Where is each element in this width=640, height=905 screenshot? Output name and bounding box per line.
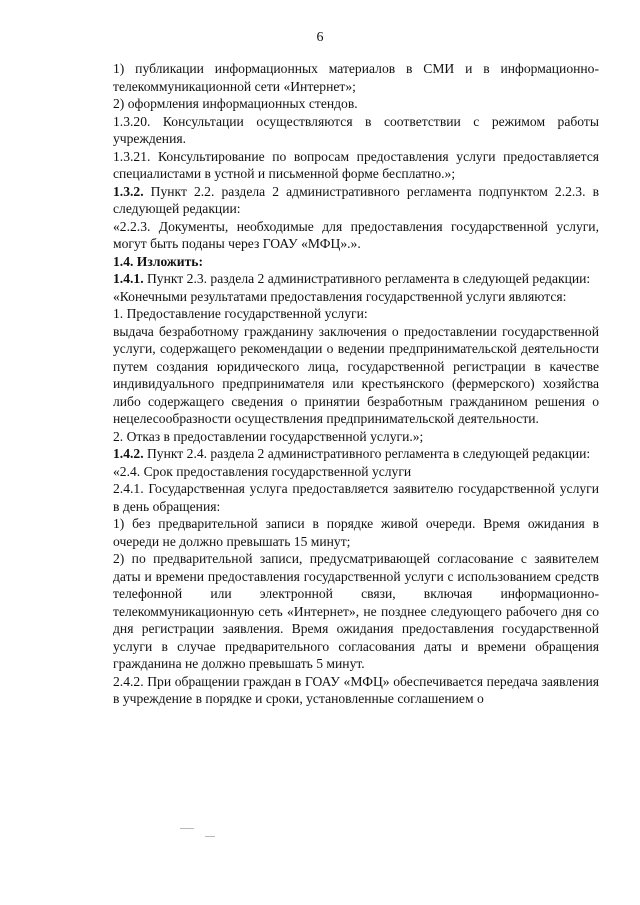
clause-text: Пункт 2.2. раздела 2 административного регламента подпунктом 2.2.3. в следующей редакции: [113, 183, 599, 216]
paragraph-1-4-heading [113, 253, 599, 271]
paragraph-2-2-3: «2.2.3. Документы, необходимые для предоставления государственной услуги, могут быть поданы через ГОАУ «МФЦ».». [113, 218, 599, 251]
clause-number: 1.3.2. [113, 183, 144, 199]
paragraph-result-1: 1. Предоставление государственной услуги: [113, 306, 368, 321]
clause-text: Пункт 2.3. раздела 2 административного регламента в следующей редакции: [143, 271, 591, 286]
paragraph-results-intro: «Конечными результатами предоставления государственной услуги являются: [113, 288, 567, 304]
section-heading: 1.4. Изложить: [113, 253, 203, 269]
paragraph-stands: 2) оформления информационных стендов. [113, 96, 358, 111]
paragraph-result-1-detail: выдача безработному гражданину заключения о предоставлении государственной услуги, содержащего рекомендации о ведении предпринимательской деятельности путем создания юридического лица, государственной регистрации в качестве индивидуального предпринимателя или крестьянского (фермерского) хозяйства либо содержащего сведения о принятии безработным гражданином решения о нецелесообразности осуществления предпринимательской деятельности. [113, 323, 599, 426]
paragraph-1-3-21: 1.3.21. Консультирование по вопросам предоставления услуги предоставляется специалистами в устной и письменной форме бесплатно.»; [113, 148, 599, 181]
paragraph-no-appointment: 1) без предварительной записи в порядке живой очереди. Время ожидания в очереди не должно превышать 15 минут; [113, 516, 599, 549]
scan-artifact [205, 836, 215, 837]
scan-artifact [180, 828, 194, 829]
paragraph-appointment: 2) по предварительной записи, предусматривающей согласование с заявителем даты и времени предоставления государственной услуги с использованием средств телефонной или электронной связи, включая информационно-телекоммуникационную сеть «Интернет», не позднее следующего рабочего дня со дня регистрации заявления. Время ожидания предоставления государственной услуги в случае предварительного согласования даты и времени обращения гражданина не должно превышать 5 минут. [113, 551, 599, 671]
clause-number: 1.4.2. [113, 446, 144, 461]
page-number: 6 [316, 30, 324, 45]
paragraph-1-3-20: 1.3.20. Консультации осуществляются в соответствии с режимом работы учреждения. [113, 113, 599, 146]
paragraph-1-3-2 [113, 183, 599, 218]
paragraph-2-4-1: 2.4.1. Государственная услуга предоставляется заявителю государственной услуги в день обращения: [113, 481, 599, 514]
paragraph-2-4-2: 2.4.2. При обращении граждан в ГОАУ «МФЦ» обеспечивается передача заявления в учреждение в порядке и сроки, установленные соглашением о [113, 673, 599, 706]
clause-number: 1.4.1. [113, 271, 144, 286]
paragraph-1-4-2 [113, 445, 599, 463]
paragraph-publications: 1) публикации информационных материалов в СМИ и в информационно-телекоммуникационной сети «Интернет»; [113, 61, 599, 94]
document-body [113, 60, 599, 708]
paragraph-1-4-1 [113, 270, 599, 288]
paragraph-2-4-title: «2.4. Срок предоставления государственной услуги [113, 463, 412, 479]
paragraph-result-2: 2. Отказ в предоставлении государственной услуги.»; [113, 428, 424, 444]
clause-text: Пункт 2.4. раздела 2 административного регламента в следующей редакции: [143, 446, 591, 461]
